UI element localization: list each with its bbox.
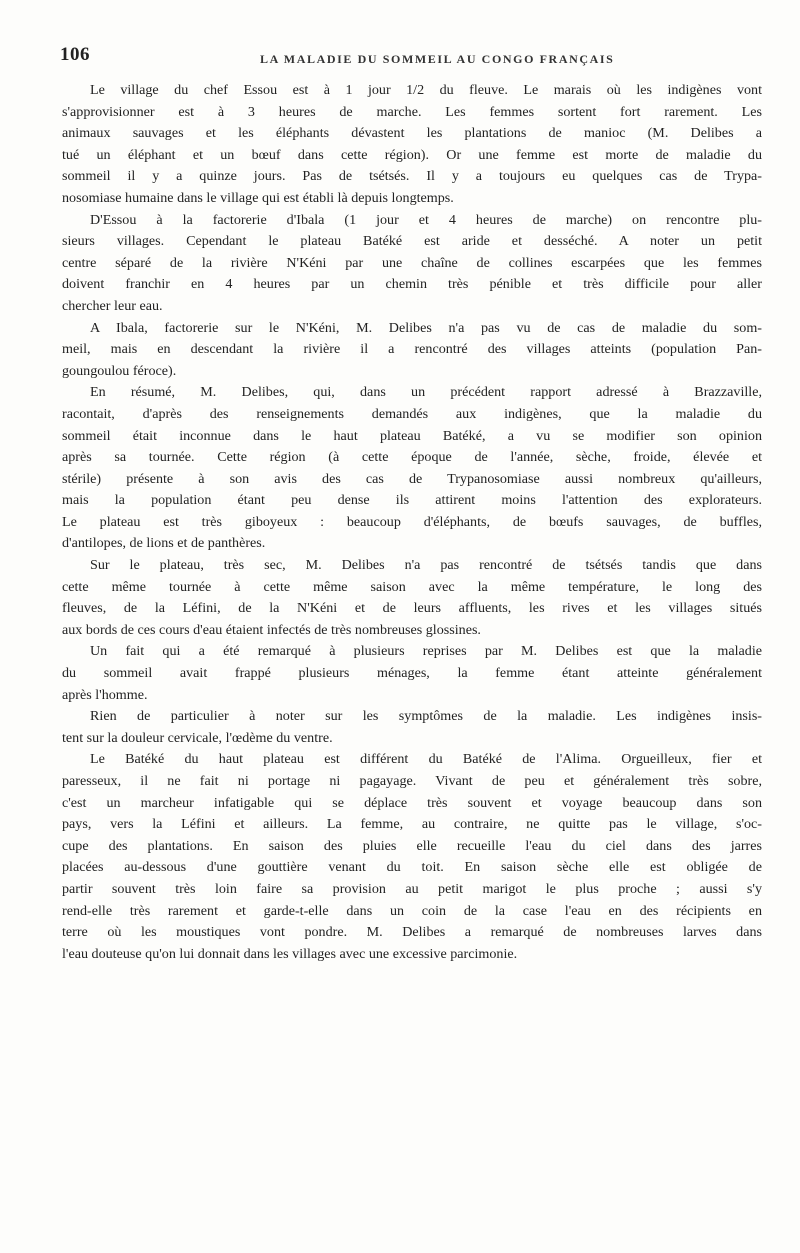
- text-line: D'Essou à la factorerie d'Ibala (1 jour et 4 heures de marche) on rencontre plu-: [90, 211, 762, 228]
- text-line: meil, mais en descendant la rivière il a rencontré des villages atteints (population Pan-: [62, 341, 762, 358]
- text-line: Sur le plateau, très sec, M. Delibes n'a pas rencontré de tsétsés tandis que dans: [90, 557, 762, 574]
- text-line: l'eau douteuse qu'on lui donnait dans les villages avec une excessive parcimonie.: [62, 945, 518, 962]
- text-line: sommeil il y a quinze jours. Pas de tsétsés. Il y a toujours eu quelques cas de Trypa-: [62, 168, 762, 185]
- text-line: mais la population étant peu dense ils attirent moins l'attention des explorateurs.: [62, 492, 762, 509]
- text-line: sieurs villages. Cependant le plateau Batéké est aride et desséché. A noter un petit: [62, 233, 762, 250]
- paragraph: [62, 210, 762, 318]
- text-line: En résumé, M. Delibes, qui, dans un précédent rapport adressé à Brazzaville,: [90, 384, 762, 401]
- text-line: aux bords de ces cours d'eau étaient infectés de très nombreuses glossines.: [62, 621, 481, 638]
- text-line: Le village du chef Essou est à 1 jour 1/2 du fleuve. Le marais où les indigènes vont: [90, 82, 762, 98]
- text-line: tué un éléphant et un bœuf dans cette région). Or une femme est morte de maladie du: [62, 146, 762, 163]
- text-line: chercher leur eau.: [62, 297, 163, 314]
- paragraph: [62, 641, 762, 706]
- paragraph: [62, 749, 762, 965]
- body-text: [62, 80, 762, 965]
- text-line: rend-elle très rarement et garde-t-elle dans un coin de la case l'eau en des récipients en: [62, 902, 762, 919]
- text-line: tent sur la douleur cervicale, l'œdème du ventre.: [62, 729, 333, 746]
- text-line: goungoulou féroce).: [62, 362, 177, 379]
- text-line: fleuves, de la Léfini, de la N'Kéni et de leurs affluents, les rives et les villages situés: [62, 600, 762, 617]
- text-line: après l'homme.: [62, 686, 148, 703]
- text-line: Le Batéké du haut plateau est différent du Batéké de l'Alima. Orgueilleux, fier et: [90, 751, 762, 768]
- running-title: LA MALADIE DU SOMMEIL AU CONGO FRANÇAIS: [260, 52, 615, 66]
- text-line: stérile) présente à son avis des cas de Trypanosomiase aussi nombreux qu'ailleurs,: [62, 470, 762, 487]
- text-line: centre séparé de la rivière N'Kéni par une chaîne de collines escarpées que les femmes: [62, 254, 762, 271]
- text-line: cupe des plantations. En saison des pluies elle recueille l'eau du ciel dans des jarres: [62, 837, 762, 854]
- text-line: placées au-dessous d'une gouttière venant du toit. En saison sèche elle est obligée de: [62, 859, 762, 876]
- page-header: [60, 44, 760, 74]
- paragraph: [62, 555, 762, 641]
- paragraph: [62, 80, 762, 210]
- text-line: s'approvisionner est à 3 heures de marche. Les femmes sortent fort rarement. Les: [62, 103, 762, 120]
- paragraph: [62, 706, 762, 749]
- text-line: animaux sauvages et les éléphants dévastent les plantations de manioc (M. Delibes a: [62, 125, 762, 142]
- text-line: Rien de particulier à noter sur les symptômes de la maladie. Les indigènes insis-: [90, 708, 762, 725]
- paragraph: [62, 382, 762, 555]
- text-line: nosomiase humaine dans le village qui est établi là depuis longtemps.: [62, 189, 454, 206]
- text-line: cette même tournée à cette même saison avec la même température, le long des: [62, 578, 762, 595]
- text-line: Le plateau est très giboyeux : beaucoup d'éléphants, de bœufs sauvages, de buffles,: [62, 513, 762, 530]
- text-line: partir souvent très loin faire sa provision au petit marigot le plus proche ; aussi s'y: [62, 880, 762, 897]
- page-number: 106: [60, 44, 90, 65]
- text-line: sommeil était inconnue dans le haut plateau Batéké, a vu se modifier son opinion: [62, 427, 762, 444]
- text-line: pays, vers la Léfini et ailleurs. La femme, au contraire, ne quitte pas le village, s'oc-: [62, 816, 762, 833]
- text-line: A Ibala, factorerie sur le N'Kéni, M. Delibes n'a pas vu de cas de maladie du som-: [90, 319, 762, 336]
- text-line: d'antilopes, de lions et de panthères.: [62, 535, 266, 552]
- text-line: Un fait qui a été remarqué à plusieurs reprises par M. Delibes est que la maladie: [90, 643, 762, 660]
- text-line: c'est un marcheur infatigable qui se déplace très souvent et voyage beaucoup dans son: [62, 794, 762, 811]
- text-line: paresseux, il ne fait ni portage ni pagayage. Vivant de peu et généralement très sobre,: [62, 773, 762, 789]
- text-line: doivent franchir en 4 heures par un chemin très pénible et très difficile pour aller: [62, 276, 762, 293]
- text-line: terre où les moustiques vont pondre. M. Delibes a remarqué de nombreuses larves dans: [62, 924, 762, 941]
- text-line: du sommeil avait frappé plusieurs ménages, la femme étant atteinte généralement: [62, 665, 762, 682]
- text-line: après sa tournée. Cette région (à cette époque de l'année, sèche, froide, élevée et: [62, 449, 762, 466]
- text-line: racontait, d'après des renseignements demandés aux indigènes, que la maladie du: [62, 405, 762, 422]
- paragraph: [62, 318, 762, 383]
